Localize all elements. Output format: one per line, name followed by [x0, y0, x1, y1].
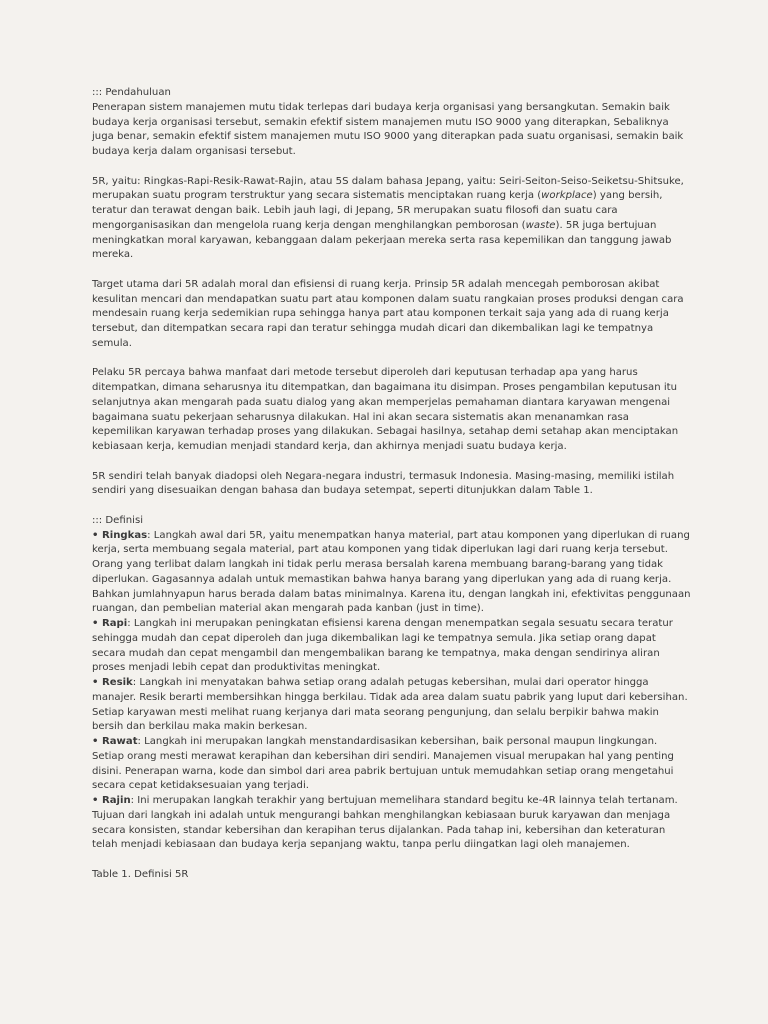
paragraph-adopsi: 5R sendiri telah banyak diadopsi oleh Negara-negara industri, termasuk Indonesia. Masing-masing, memiliki istilah sendiri yang disesuaikan dengan bahasa dan budaya setempat, seperti ditunjukkan dalam Table 1. — [92, 470, 675, 497]
definition-term: Rajin — [101, 795, 131, 806]
definition-term: Resik — [101, 677, 133, 688]
section-heading-definisi: ::: Definisi — [92, 514, 144, 526]
bullet-marker: • — [92, 795, 102, 806]
document-body — [92, 86, 692, 883]
bullet-marker: • — [92, 736, 102, 747]
paragraph-5r-overview-part-a: 5R, yaitu: Ringkas-Rapi-Resik-Rawat-Rajin, atau 5S dalam bahasa Jepang, yaitu: Seiri-Seiton-Seiso-Seiketsu-Shitsuke, merupakan suatu program terstruktur yang secara sistematis menciptakan ruang kerja ( — [92, 175, 684, 202]
bullet-marker: • — [92, 677, 102, 688]
definition-text: : Ini merupakan langkah terakhir yang bertujuan memelihara standard begitu ke-4R lainnya telah tertanam. Tujuan dari langkah ini adalah untuk mengurangi bahkan menghilangkan kebiasaan buruk karyawan dan menjaga secara konsisten, standar kebersihan dan kerapihan terus dijalankan. Pada tahap ini, kebersihan dan keteraturan telah menjadi kebiasaan dan budaya kerja sepanjang waktu, tanpa perlu diingatkan lagi oleh manajemen. — [92, 795, 678, 851]
paragraph-5r-overview-part-c: ). 5R juga bertujuan meningkatkan moral karyawan, kebanggaan dalam pekerjaan mereka serta rasa kepemilikan dan tanggung jawab mereka. — [92, 219, 672, 261]
definition-item-resik — [92, 676, 692, 735]
term-workplace: workplace — [541, 190, 593, 202]
term-waste: waste — [525, 219, 556, 231]
bullet-marker: • — [92, 529, 102, 541]
definition-text: : Langkah ini merupakan peningkatan efisiensi karena dengan menempatkan segala sesuatu secara teratur sehingga mudah dan cepat diperoleh dan juga dikembalikan lagi ke tempatnya semula. Jika setiap orang dapat secara mudah dan cepat mengambil dan mengembalikan barang ke tempatnya, maka dengan sendirinya aliran proses menjadi lebih cepat dan produktivitas meningkat. — [92, 618, 673, 674]
paragraph-pelaku: Pelaku 5R percaya bahwa manfaat dari metode tersebut diperoleh dari keputusan terhadap apa yang harus ditempatkan, dimana seharusnya itu ditempatkan, dan bagaimana itu disimpan. Proses pengambilan keputusan itu selanjutnya akan mengarah pada suatu dialog yang akan memperjelas pemahaman diantara karyawan mengenai bagaimana suatu pekerjaan seharusnya dilakukan. Hal ini akan secara sistematis akan menanamkan rasa kepemilikan karyawan terhadap proses yang dilakukan. Sebagai hasilnya, setahap demi setahap akan menciptakan kebiasaan kerja, kemudian menjadi standard kerja, dan akhirnya menjadi suatu budaya kerja. — [92, 367, 679, 452]
definition-text: : Langkah ini merupakan langkah menstandardisasikan kebersihan, baik personal maupun lingkungan. Setiap orang mesti merawat kerapihan dan kebersihan diri sendiri. Manajemen visual merupakan hal yang penting disini. Penerapan warna, kode dan simbol dari area pabrik bertujuan untuk memudahkan setiap orang mengetahui secara cepat ketidaksesuaian yang terjadi. — [92, 736, 674, 792]
definition-term: Ringkas — [101, 529, 148, 541]
definition-item-rawat — [92, 735, 692, 794]
paragraph-5r-overview-part-b: ) yang bersih, teratur dan terawat dengan baik. Lebih jauh lagi, di Jepang, 5R merupakan suatu filosofi dan suatu cara mengorganisasikan dan mengelola ruang kerja dengan menghilangkan pemborosan ( — [92, 190, 663, 231]
definition-item-rapi — [92, 617, 692, 676]
paragraph-target: Target utama dari 5R adalah moral dan efisiensi di ruang kerja. Prinsip 5R adalah mencegah pemborosan akibat kesulitan mencari dan mendapatkan suatu part atau komponen dalam suatu rangkaian proses produksi dengan cara mendesain ruang kerja sedemikian rupa sehingga hanya part atau komponen terkait saja yang ada di ruang kerja tersebut, dan ditempatkan secara rapi dan teratur sehingga mudah dicari dan dikembalikan lagi ke tempatnya semula. — [92, 278, 684, 349]
definition-item-rajin — [92, 794, 692, 853]
definition-text: : Langkah ini menyatakan bahwa setiap orang adalah petugas kebersihan, mulai dari operator hingga manajer. Resik berarti membersihkan hingga berkilau. Tidak ada area dalam suatu pabrik yang luput dari kebersihan. Setiap karyawan mesti melihat ruang kerjanya dari mata seorang pengunjung, dan selalu berpikir bahwa makin bersih dan berkilau maka makin berkesan. — [92, 677, 688, 733]
definition-item-ringkas — [92, 529, 692, 618]
table-caption: Table 1. Definisi 5R — [92, 868, 189, 880]
paragraph-5r-overview — [92, 175, 692, 264]
definition-term: Rapi — [101, 618, 128, 629]
paragraph-intro: Penerapan sistem manajemen mutu tidak terlepas dari budaya kerja organisasi yang bersangkutan. Semakin baik budaya kerja organisasi tersebut, semakin efektif sistem manajemen mutu ISO 9000 yang diterapkan, Sebaliknya juga benar, semakin efektif sistem manajemen mutu ISO 9000 yang diterapkan pada suatu organisasi, semakin baik budaya kerja dalam organisasi tersebut. — [92, 101, 684, 157]
definition-text: : Langkah awal dari 5R, yaitu menempatkan hanya material, part atau komponen yang diperlukan di ruang kerja, serta membuang segala material, part atau komponen yang tidak diperlukan lagi dari ruang kerja tersebut. Orang yang terlibat dalam langkah ini tidak perlu merasa bersalah karena membuang barang-barang yang tidak diperlukan. Gagasannya adalah untuk memastikan bahwa hanya barang yang diperlukan yang ada di ruang kerja. Bahkan jumlahnyapun harus berada dalam batas minimalnya. Karena itu, dengan langkah ini, efektivitas penggunaan ruangan, dan pembelian material akan mengarah pada kanban (just in time). — [92, 529, 691, 615]
section-heading-pendahuluan: ::: Pendahuluan — [92, 87, 171, 98]
bullet-marker: • — [92, 618, 102, 629]
definition-term: Rawat — [101, 736, 138, 747]
